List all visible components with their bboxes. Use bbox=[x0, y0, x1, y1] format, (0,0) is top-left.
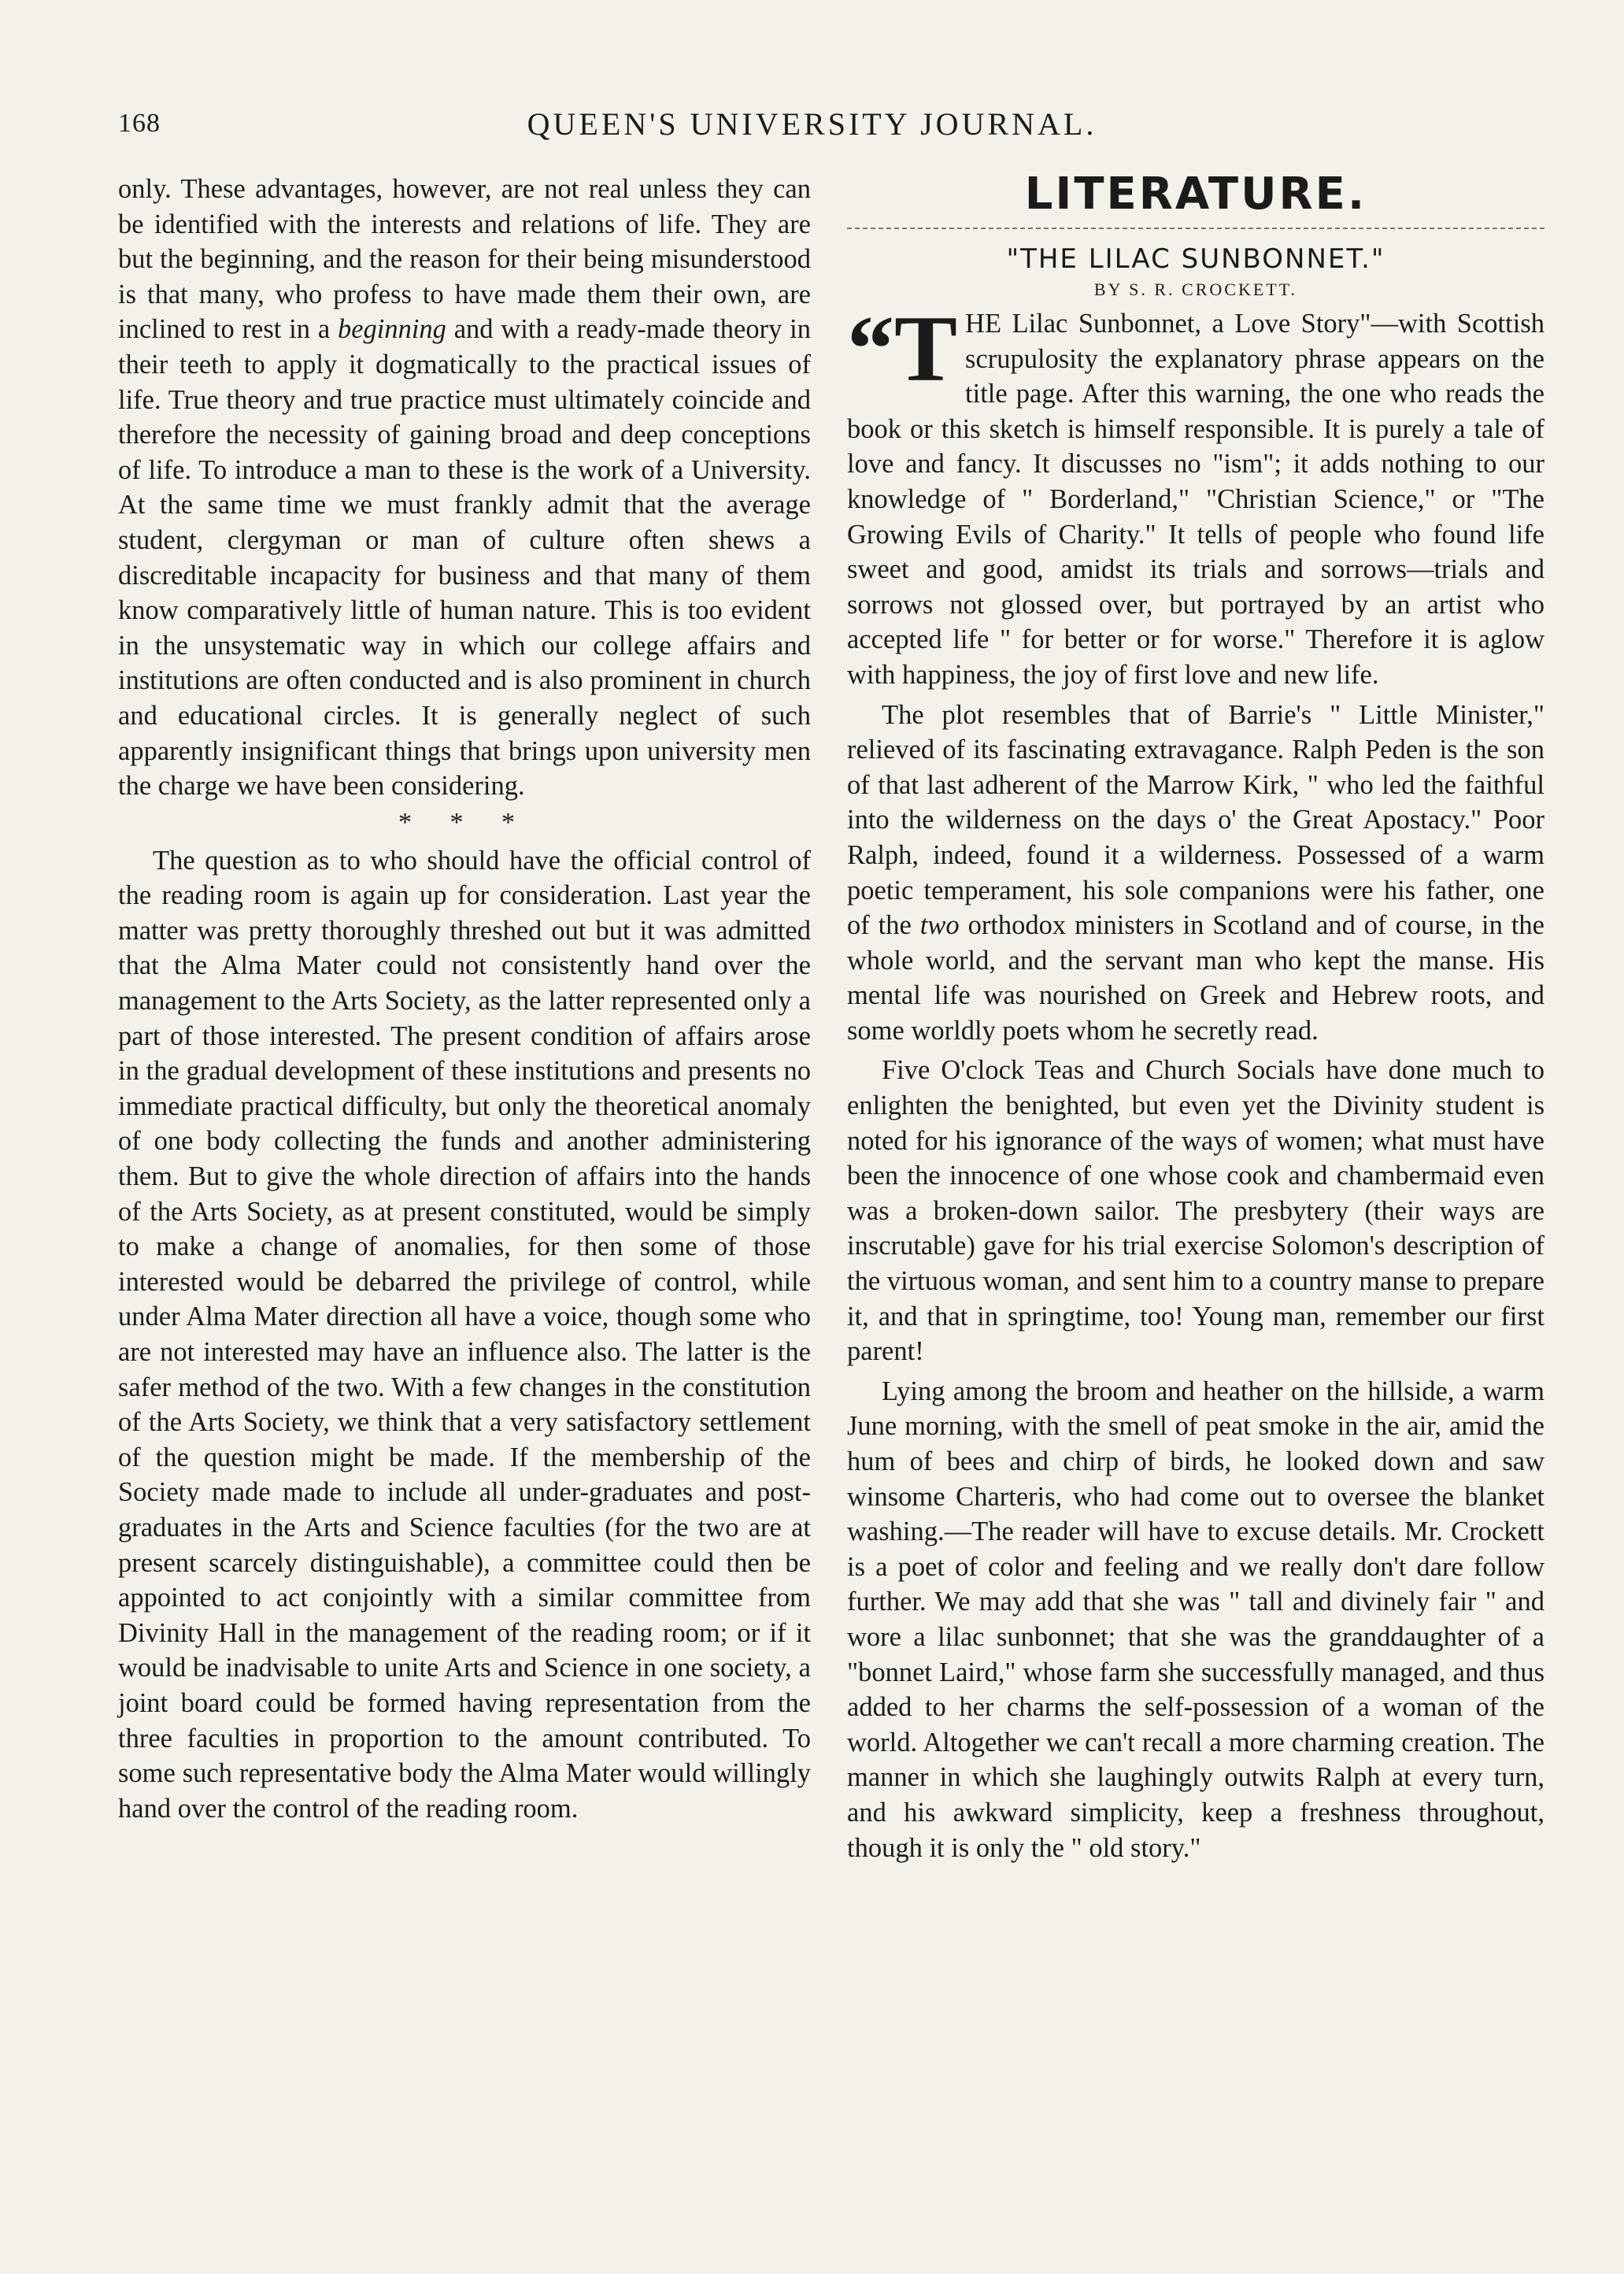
paragraph-reading-room: The question as to who should have the official control of the reading room is again up for consideration. Last year the matter was pretty thoroughly threshed out but it was admitted that the Alma Mater could not consistently hand over the management to the Arts Society, as the latter represented only a part of those interested. The present condition of affairs arose in the gradual development of these institutions and presents no immediate practical difficulty, but only the theoretical anomaly of one body collecting the funds and another administering them. But to give the whole direction of affairs into the hands of the Arts Society, as at present constituted, would be simply to make a change of anomalies, for then some of those interested would be debarred the privilege of control, while under Alma Mater direction all have a voice, though some who are not interested may have an influence also. The latter is the safer method of the two. With a few changes in the constitution of the Arts Society, we think that a very satisfactory settlement of the question might be made. If the membership of the Society made made to include all under-graduates and post-graduates in the Arts and Science faculties (for the two are at present scarcely distinguishable), a committee could then be appointed to act conjointly with a similar committee from Divinity Hall in the management of the reading room; or if it would be inadvisable to unite Arts and Science in one society, a joint board could be formed having representation from the three faculties in proportion to the amount contributed. To some such representative body the Alma Mater would willingly hand over the control of the reading room. bbox=[118, 845, 811, 1824]
paragraph-plot bbox=[847, 698, 1544, 1049]
drop-cap-quote: “ bbox=[847, 296, 894, 401]
paragraph-continuation bbox=[118, 172, 811, 804]
paragraph-teas: Five O'clock Teas and Church Socials have done much to enlighten the benighted, but even yet the Divinity student is noted for his ignorance of the ways of women; what must have been the innocence of one whose cook and chambermaid even was a broken-down sailor. The presbytery (their ways are inscrutable) gave for his trial exercise Solomon's description of the virtuous woman, and sent him to a country manse to prepare it, and that in springtime, too! Young man, remember our first parent! bbox=[847, 1055, 1544, 1367]
paragraph-intro bbox=[847, 296, 1544, 693]
divider-rule bbox=[847, 228, 1544, 229]
italic-word: two bbox=[919, 910, 960, 941]
paragraph-text: HE Lilac Sunbonnet, a Love Story"—with Scottish scrupulosity the explanatory phrase appears on the title page. After this warning, the one who reads the book or this sketch is himself responsible. It is purely a tale of love and fancy. It discusses no "ism"; it adds nothing to our knowledge of " Borderland," "Christian Science," or "The Growing Evils of Charity." It tells of people who found life sweet and good, amidst its trials and sorrows—trials and sorrows not glossed over, but portrayed by an artist who accepted life " for better or for worse." Therefore it is aglow with happiness, the joy of first love and new life. bbox=[847, 309, 1544, 690]
paragraph-text: The plot resembles that of Barrie's " Little Minister," relieved of its fascinating extravagance. Ralph Peden is the son of that last adherent of the Marrow Kirk, " who led the faithful into the wilderness on the days o' the Great Apostacy." Poor Ralph, indeed, found it a wilderness. Possessed of a warm poetic temperament, his sole companions were his father, one of the bbox=[847, 699, 1544, 941]
paragraph-text: and with a ready-made theory in their teeth to apply it dogmatically to the practical issues of life. True theory and true practice must ultimately coincide and therefore the necessity of gaining broad and deep conceptions of life. To introduce a man to these is the work of a University. At the same time we must frankly admit that the average student, clergyman or man of culture often shews a discreditable incapacity for business and that many of them know comparatively little of human nature. This is too evident in the unsystematic way in which our college affairs and institutions are often conducted and is also prominent in church and educational circles. It is generally neglect of such apparently insignificant things that brings upon university men the charge we have been considering. bbox=[118, 314, 811, 802]
section-title: LITERATURE. bbox=[1024, 169, 1367, 220]
page-number: 168 bbox=[118, 109, 161, 138]
drop-cap bbox=[847, 296, 958, 401]
paragraph-text: only. These advantages, however, are not real unless they can be identified with the interests and relations of life. They are but the beginning, and the reason for their being misunderstood is that many, who profess to have made them their own, are inclined to rest in a bbox=[118, 174, 811, 345]
paragraph-text: orthodox ministers in Scotland and of course, in the whole world, and the servant man who kept the manse. His mental life was nourished on Greek and Hebrew roots, and some worldly poets whom he secretly read. bbox=[847, 910, 1544, 1046]
drop-cap-letter: T bbox=[894, 296, 958, 401]
byline: BY S. R. CROCKETT. bbox=[1093, 280, 1298, 299]
asterism-separator: * * * bbox=[398, 807, 531, 837]
article-title: "THE LILAC SUNBONNET." bbox=[1006, 243, 1385, 275]
right-column bbox=[847, 169, 1544, 1865]
italic-word: beginning bbox=[337, 314, 446, 345]
paragraph-hillside: Lying among the broom and heather on the hillside, a warm June morning, with the smell of peat smoke in the air, amid the hum of bees and chirp of birds, he looked down and saw winsome Charteris, who had come out to oversee the blanket washing.—The reader will have to excuse details. Mr. Crockett is a poet of color and feeling and we really don't dare follow further. We may add that she was " tall and divinely fair " and wore a lilac sunbonnet; that she was the granddaughter of a "bonnet Laird," whose farm she successfully managed, and thus added to her charms the self-possession of a woman of the world. Altogether we can't recall a more charming creation. The manner in which she laughingly outwits Ralph at every turn, and his awkward simplicity, keep a freshness throughout, though it is only the " old story." bbox=[847, 1376, 1544, 1863]
running-head: QUEEN'S UNIVERSITY JOURNAL. bbox=[527, 106, 1097, 142]
left-column bbox=[118, 172, 811, 1826]
